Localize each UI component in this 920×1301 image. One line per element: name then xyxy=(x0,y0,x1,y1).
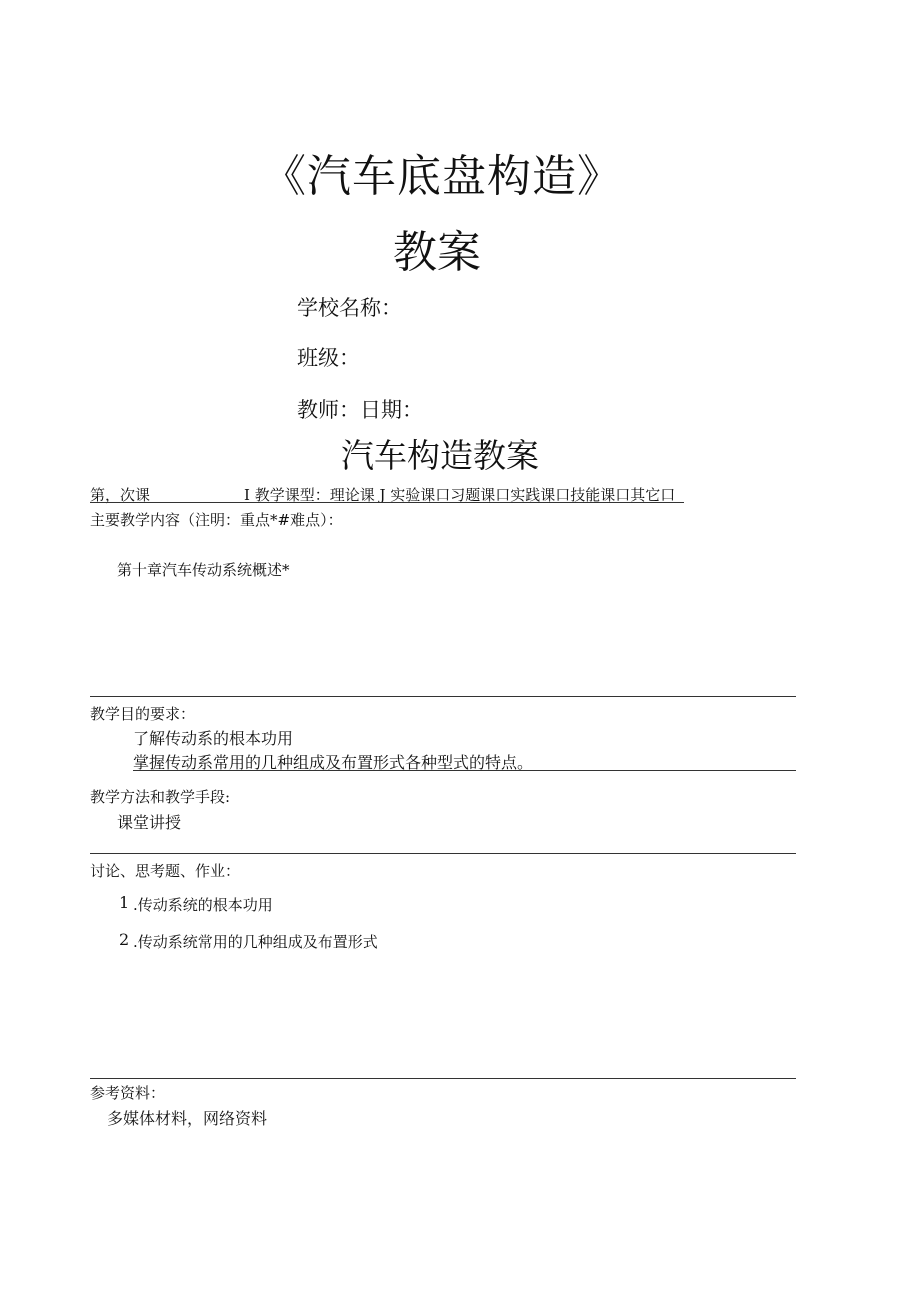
objective-underline xyxy=(133,770,796,771)
references-label: 参考资料： xyxy=(90,1084,166,1102)
class-label: 班级： xyxy=(297,346,360,370)
section-divider xyxy=(90,853,796,854)
discussion-item-number: 1 xyxy=(119,893,130,912)
discussion-item-text: .传动系统常用的几种组成及布置形式 xyxy=(133,933,378,951)
teacher-date-label: 教师：日期： xyxy=(297,398,423,422)
methods-label: 教学方法和教学手段: xyxy=(90,788,231,806)
lesson-type: I 教学课型：理论课 J 实验课口习题课口实践课口技能课口其它口 xyxy=(244,486,676,504)
section-divider xyxy=(90,1078,796,1079)
objectives-label: 教学目的要求： xyxy=(90,705,196,723)
discussion-label: 讨论、思考题、作业： xyxy=(90,862,241,880)
school-name-label: 学校名称： xyxy=(297,296,402,320)
content-item: 第十章汽车传动系统概述* xyxy=(117,561,290,579)
content-label: 主要教学内容（注明：重点*#难点）： xyxy=(90,511,343,529)
lesson-header-rule xyxy=(90,502,684,503)
discussion-item-text: .传动系统的根本功用 xyxy=(133,896,273,914)
cover-subtitle: 教案 xyxy=(393,227,481,278)
lesson-number: 第，次课 xyxy=(90,486,151,504)
discussion-item-number: 2 xyxy=(119,930,130,949)
objective-item: 了解传动系的根本功用 xyxy=(133,729,294,748)
cover-title: 《汽车底盘构造》 xyxy=(262,151,622,202)
section-divider xyxy=(90,696,796,697)
method-item: 课堂讲授 xyxy=(117,813,182,832)
reference-item: 多媒体材料，网络资料 xyxy=(107,1109,268,1128)
plan-heading: 汽车构造教案 xyxy=(341,436,539,475)
objective-item: 掌握传动系常用的几种组成及布置形式各种型式的特点。 xyxy=(133,753,534,772)
